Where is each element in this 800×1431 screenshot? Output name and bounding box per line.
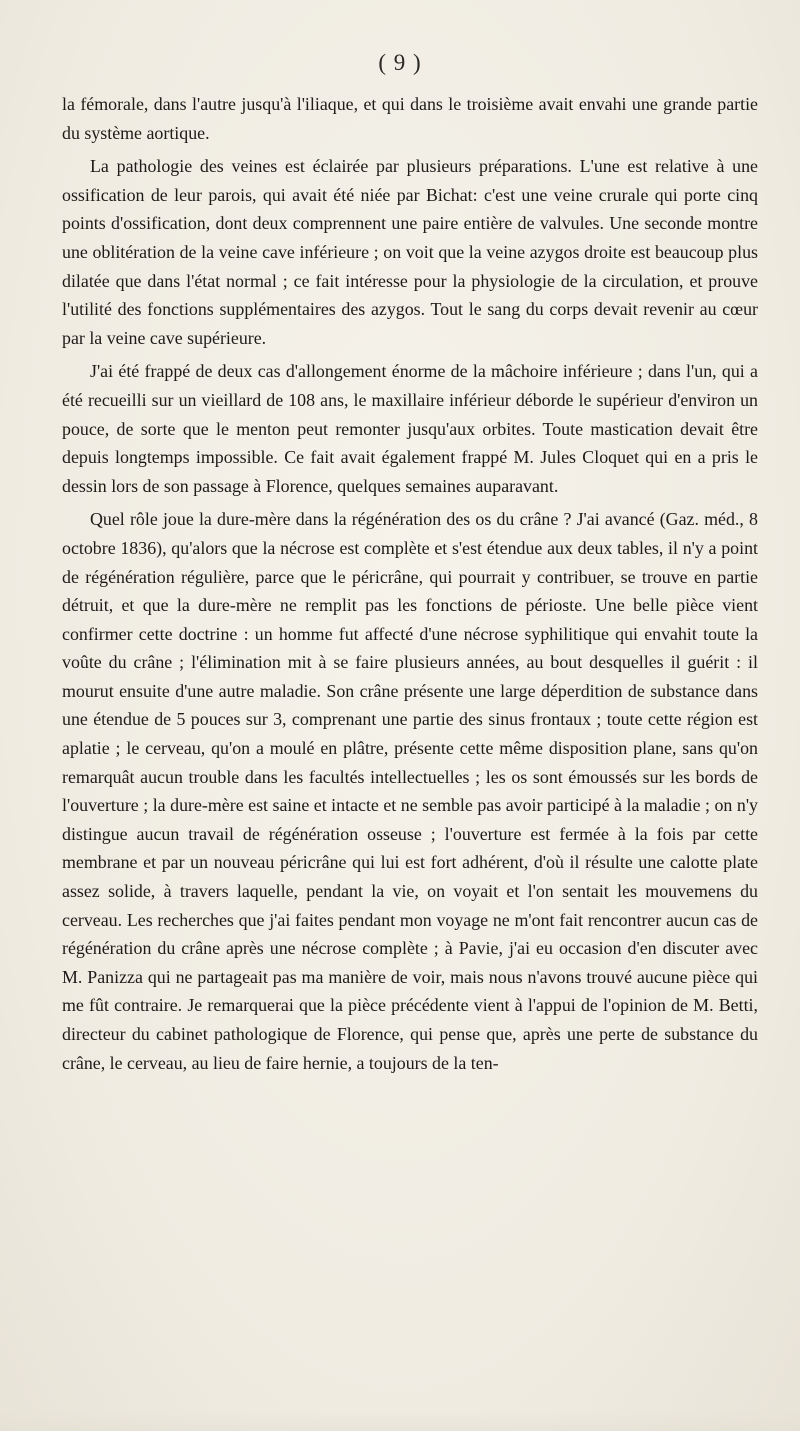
paragraph-jaw: J'ai été frappé de deux cas d'allongement énorme de la mâchoire inférieure ; dans l'un, qui a été recueilli sur un vieillard de 108 ans, le maxillaire inférieur déborde le supérieur d'environ un pouce, de sorte que le menton peut remonter jusqu'aux orbites. Toute mastication devait être depuis longtemps impossible. Ce fait avait également frappé M. Jules Cloquet qui en a pris le dessin lors de son passage à Florence, quelques semaines auparavant.: [62, 361, 758, 496]
body-text: [62, 90, 758, 1077]
page-number: ( 9 ): [378, 50, 422, 75]
paragraph-continuation: la fémorale, dans l'autre jusqu'à l'iliaque, et qui dans le troisième avait envahi une grande partie du système aortique.: [62, 94, 758, 143]
page-edge-shading: [0, 1411, 800, 1431]
paragraph-veins: La pathologie des veines est éclairée par plusieurs préparations. L'une est relative à une ossification de leur parois, qui avait été niée par Bichat: c'est une veine crurale qui porte cinq points d'ossification, dont deux comprennent une paire entière de valvules. Une seconde montre une oblitération de la veine cave inférieure ; on voit que la veine azygos droite est beaucoup plus dilatée que dans l'état normal ; ce fait intéresse pour la physiologie de la circulation, et prouve l'utilité des fonctions supplémentaires des azygos. Tout le sang du corps devait revenir au cœur par la veine cave supérieure.: [62, 156, 758, 348]
paragraph-dura-mater: Quel rôle joue la dure-mère dans la régénération des os du crâne ? J'ai avancé (Gaz. méd., 8 octobre 1836), qu'alors que la nécrose est complète et s'est étendue aux deux tables, il n'y a point de régénération régulière, parce que le péricrâne, qui pourrait y contribuer, se trouve en partie détruit, et que la dure-mère ne remplit pas les fonctions de périoste. Une belle pièce vient confirmer cette doctrine : un homme fut affecté d'une nécrose syphilitique qui envahit toute la voûte du crâne ; l'élimination mit à se faire plusieurs années, au bout desquelles il guérit : il mourut ensuite d'une autre maladie. Son crâne présente une large déperdition de substance dans une étendue de 5 pouces sur 3, comprenant une partie des sinus frontaux ; toute cette région est aplatie ; le cerveau, qu'on a moulé en plâtre, présente cette même disposition plane, sans qu'on remarquât aucun trouble dans les facultés intellectuelles ; les os sont émoussés sur les bords de l'ouverture ; la dure-mère est saine et intacte et ne semble pas avoir participé à la maladie ; on n'y distingue aucun travail de régénération osseuse ; l'ouverture est fermée à la fois par cette membrane et par un nouveau péricrâne qui lui est fort adhérent, d'où il résulte une calotte plate assez solide, à travers laquelle, pendant la vie, on voyait et l'on sentait les mouvemens du cerveau. Les recherches que j'ai faites pendant mon voyage ne m'ont fait rencontrer aucun cas de régénération du crâne après une nécrose complète ; à Pavie, j'ai eu occasion d'en discuter avec M. Panizza qui ne partageait pas ma manière de voir, mais nous n'avons trouvé aucune pièce qui me fût contraire. Je remarquerai que la pièce précédente vient à l'appui de l'opinion de M. Betti, directeur du cabinet pathologique de Florence, qui pense que, après une perte de substance du crâne, le cerveau, au lieu de faire hernie, a toujours de la ten-: [62, 509, 758, 1073]
